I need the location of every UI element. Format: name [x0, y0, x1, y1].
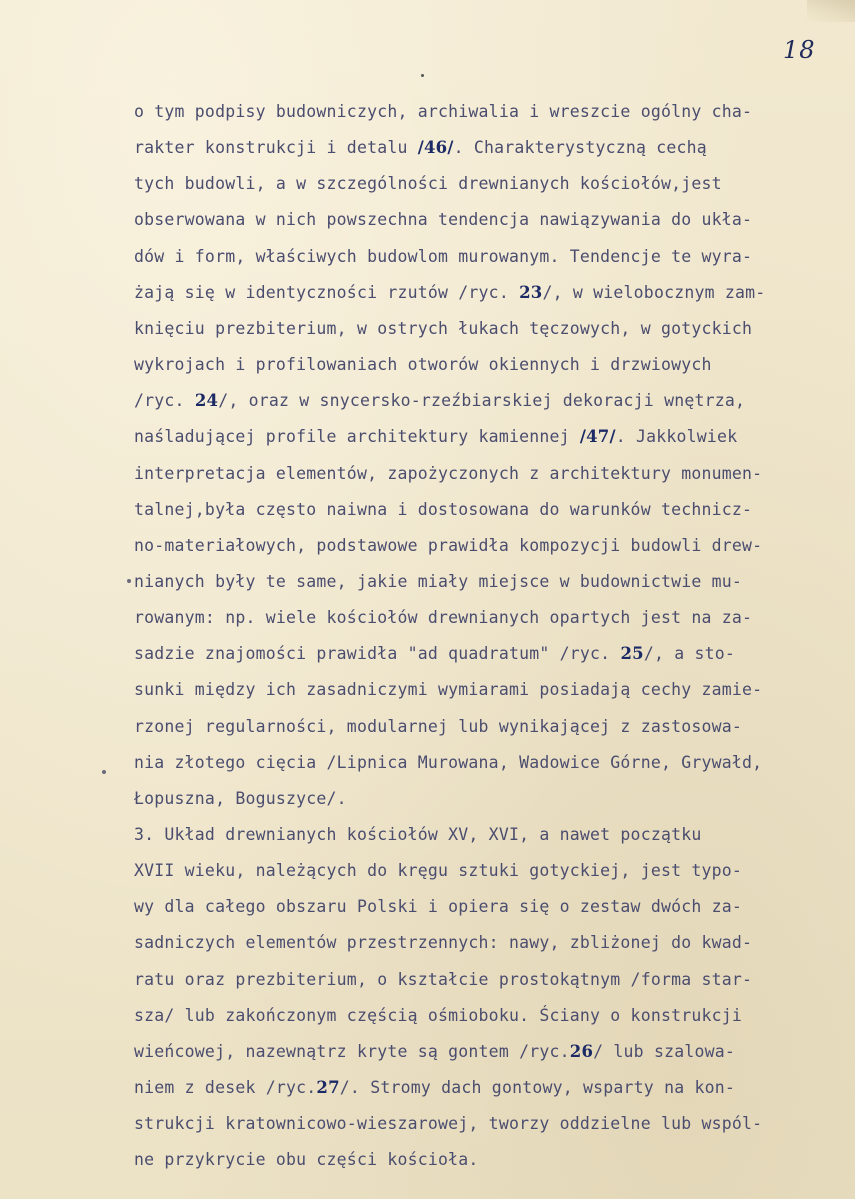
margin-mark [127, 579, 131, 583]
line-text: . Charakterystyczną cechą [453, 138, 707, 158]
line-text: strukcji kratownicowo-wieszarowej, tworzy oddzielne lub wspól- [134, 1114, 763, 1134]
line-text: ne przykrycie obu części kościoła. [134, 1150, 479, 1170]
line-text: rowanym: np. wiele kościołów drewnianych opartych jest na za- [134, 608, 753, 628]
text-line [134, 572, 742, 592]
text-line [134, 1042, 735, 1062]
text-line [134, 680, 762, 700]
line-text: /. Stromy dach gontowy, wsparty na kon- [339, 1078, 736, 1098]
handwritten-reference: 27 [316, 1078, 340, 1098]
line-text: XVII wieku, należących do kręgu sztuki gotyckiej, jest typo- [134, 861, 743, 881]
line-text: knięciu prezbiterium, w ostrych łukach tęczowych, w gotyckich [134, 318, 753, 338]
line-text: naśladującej profile architektury kamiennej [134, 427, 580, 447]
line-text: interpretacja elementów, zapożyczonych z architektury monumen- [134, 463, 763, 483]
text-line [134, 789, 347, 809]
line-text: . Jakkolwiek [615, 427, 738, 447]
line-text: /, oraz w snycersko-rzeźbiarskiej dekoracji wnętrza, [218, 391, 746, 411]
text-line [134, 427, 737, 447]
text-line [134, 174, 722, 194]
line-text: sza/ lub zakończonym częścią ośmioboku. Ściany o konstrukcji [134, 1005, 743, 1025]
text-line [134, 753, 762, 773]
line-text: sadzie znajomości prawidła "ad quadratum" /ryc. [134, 644, 621, 664]
line-text: żają się w identyczności rzutów /ryc. [134, 282, 520, 302]
margin-mark [102, 770, 106, 774]
line-text: ratu oraz prezbiterium, o kształcie prostokątnym /forma star- [134, 969, 753, 989]
page-number: 18 [783, 36, 816, 64]
text-line [134, 283, 765, 303]
text-line [134, 247, 752, 267]
text-line [134, 861, 742, 881]
line-text: sunki między ich zasadniczymi wymiarami posiadają cechy zamie- [134, 680, 763, 700]
text-line [134, 970, 752, 990]
line-text: o tym podpisy budowniczych, archiwalia i wreszcie ogólny cha- [134, 102, 753, 121]
text-line [134, 536, 762, 556]
text-line [134, 1006, 742, 1026]
line-text: rakter konstrukcji i detalu [134, 138, 418, 158]
text-line [134, 933, 752, 953]
text-line [134, 897, 742, 917]
text-line [134, 644, 735, 664]
text-line [134, 717, 742, 737]
handwritten-reference: /46/ [417, 138, 454, 158]
text-line [134, 391, 745, 411]
line-text: sadniczych elementów przestrzennych: nawy, zbliżonej do kwad- [134, 933, 753, 953]
handwritten-reference: 25 [620, 644, 644, 664]
handwritten-reference: /47/ [579, 427, 616, 447]
line-text: /ryc. [134, 391, 195, 411]
handwritten-reference: 24 [194, 391, 219, 411]
text-line [134, 1150, 479, 1170]
line-text: wy dla całego obszaru Polski i opiera się o zestaw dwóch za- [134, 897, 743, 917]
handwritten-reference: 26 [569, 1041, 594, 1061]
line-text: /, w wielobocznym zam- [542, 282, 766, 302]
line-text: wieńcowej, nazewnątrz kryte są gontem /ryc. [134, 1041, 570, 1061]
folded-corner [807, 0, 855, 22]
text-line [134, 319, 752, 339]
line-text: niem z desek /ryc. [134, 1078, 317, 1098]
line-text: dów i form, właściwych budowlom murowanym. Tendencje te wyra- [134, 246, 753, 266]
text-line [134, 1078, 735, 1098]
line-text: / lub szalowa- [593, 1041, 736, 1061]
line-text: talnej,była często naiwna i dostosowana do warunków technicz- [134, 499, 753, 519]
text-line [134, 355, 712, 375]
text-line [134, 500, 752, 520]
text-line [134, 1114, 762, 1134]
text-line [134, 608, 752, 628]
line-text: tych budowli, a w szczególności drewnianych kościołów,jest [134, 174, 722, 194]
line-text: /, a sto- [643, 644, 736, 664]
ink-dot [421, 74, 424, 77]
line-text: Łopuszna, Boguszyce/. [134, 788, 347, 808]
text-line [134, 825, 702, 845]
text-line [134, 102, 752, 122]
line-text: nia złotego cięcia /Lipnica Murowana, Wadowice Górne, Grywałd, [134, 752, 763, 772]
line-text: no-materiałowych, podstawowe prawidła kompozycji budowli drew- [134, 535, 763, 555]
line-text: 3. Układ drewnianych kościołów XV, XVI, a nawet początku [134, 825, 702, 844]
text-line [134, 210, 752, 230]
text-line [134, 138, 707, 158]
line-text: nianych były te same, jakie miały miejsce w budownictwie mu- [134, 571, 743, 591]
line-text: wykrojach i profilowaniach otworów okiennych i drzwiowych [134, 355, 712, 375]
handwritten-reference: 23 [519, 282, 543, 302]
line-text: rzonej regularności, modularnej lub wynikającej z zastosowa- [134, 716, 743, 736]
text-line [134, 464, 762, 484]
line-text: obserwowana w nich powszechna tendencja nawiązywania do ukła- [134, 210, 753, 230]
